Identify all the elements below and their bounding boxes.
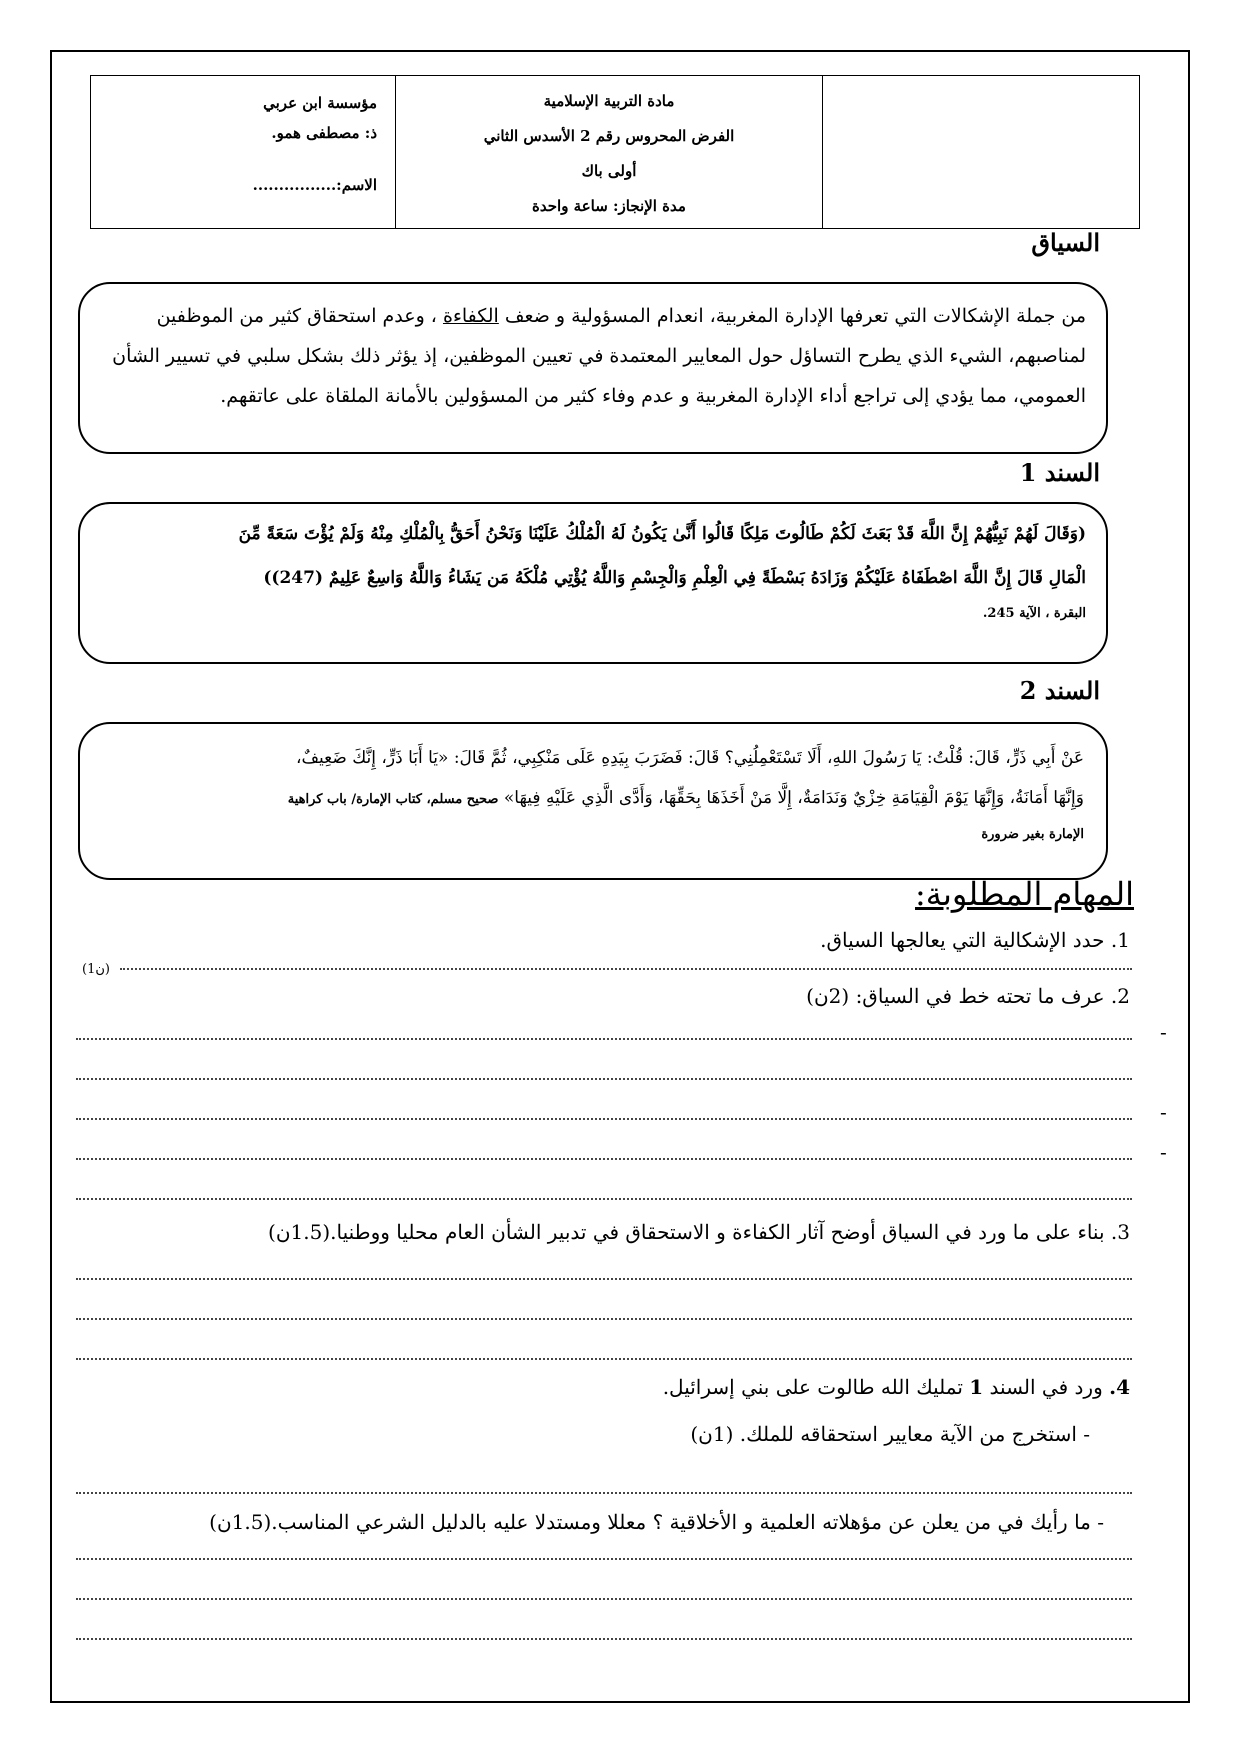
answer-line-q1[interactable]: [120, 968, 1132, 970]
doc2-box: [78, 722, 1108, 880]
duration: مدة الإنجاز: ساعة واحدة: [532, 197, 686, 215]
hadith-line-2-text: وَإِنَّهَا أَمَانَةُ، وَإِنَّهَا يَوْمَ الْقِيَامَةِ خِزْيٌ وَنَدَامَةٌ، إِلَّا مَنْ أَخَذَهَا بِحَقِّهَا، وَأَدَّى الَّذِي عَلَيْهِ فِيهَا»: [503, 788, 1084, 808]
level: أولى باك: [581, 162, 637, 180]
dash-marker-3: -: [1160, 1140, 1167, 1164]
exam-title: الفرض المحروس رقم 2 الأسدس الثاني: [483, 127, 735, 145]
context-line-1-end: ، وعدم استحقاق كثير من الموظفين: [156, 305, 437, 327]
question-4a: - استخرج من الآية معايير استحقاقه للملك. (1ن): [690, 1422, 1090, 1446]
hadith-source: صحيح مسلم، كتاب الإمارة/ باب كراهية: [287, 792, 499, 807]
verse-line-2: الْمَالِ قَالَ إِنَّ اللَّهَ اصْطَفَاهُ عَلَيْكُمْ وَزَادَهُ بَسْطَةً فِي الْعِلْمِ وَالْجِسْمِ وَاللَّهُ يُؤْتِي مُلْكَهُ مَن يَشَاءُ وَاللَّهُ وَاسِعٌ عَلِيمٌ (247)): [263, 568, 1086, 588]
header-school-cell: [91, 76, 396, 229]
answer-line-q4b-3[interactable]: [76, 1638, 1132, 1640]
context-line-1-text: من جملة الإشكالات التي تعرفها الإدارة المغربية، انعدام المسؤولية و ضعف: [504, 305, 1086, 327]
context-title: السياق: [1031, 228, 1100, 257]
answer-line-q4b-1[interactable]: [76, 1558, 1132, 1560]
answer-line-q2-2[interactable]: [76, 1078, 1132, 1080]
question-4b: - ما رأيك في من يعلن عن مؤهلاته العلمية و الأخلاقية ؟ معللا ومستدلا عليه بالدليل الشرعي المناسب.(1.5ن): [209, 1510, 1104, 1534]
context-line-2: لمناصبهم، الشيء الذي يطرح التساؤل حول المعايير المعتمدة في تعيين الموظفين، إذ يؤثر ذلك بشكل سلبي في تسيير الشأن: [112, 345, 1086, 367]
header-empty-cell: [823, 76, 1140, 229]
context-box: [78, 282, 1108, 454]
q4-number: 4.: [1109, 1375, 1130, 1399]
hadith-line-2: [100, 778, 1084, 820]
answer-line-q4a[interactable]: [76, 1492, 1132, 1494]
answer-line-q2-3[interactable]: [76, 1118, 1132, 1120]
q4-doc-number: 1: [969, 1375, 984, 1399]
student-name-field[interactable]: الاسم:................: [252, 176, 377, 194]
answer-line-q4b-2[interactable]: [76, 1598, 1132, 1600]
answer-line-q3-1[interactable]: [76, 1278, 1132, 1280]
subject: مادة التربية الإسلامية: [543, 92, 675, 110]
answer-line-q3-2[interactable]: [76, 1318, 1132, 1320]
question-3: 3. بناء على ما ورد في السياق أوضح آثار الكفاءة و الاستحقاق في تدبير الشأن العام محليا ووطنيا.(1.5ن): [268, 1220, 1130, 1244]
dash-marker-2: -: [1160, 1100, 1167, 1124]
verse-reference: البقرة ، الآية 245.: [982, 606, 1086, 621]
hadith-line-1: عَنْ أَبِي ذَرٍّ، قَالَ: قُلْتُ: يَا رَسُولَ اللهِ، أَلَا تَسْتَعْمِلُنِي؟ قَالَ: فَضَرَبَ بِيَدِهِ عَلَى مَنْكِبِي، ثُمَّ قَالَ: «يَا أَبَا ذَرٍّ، إِنَّكَ ضَعِيفٌ،: [295, 748, 1084, 768]
doc2-title: السند 2: [1019, 676, 1100, 705]
doc1-title: السند 1: [1019, 458, 1100, 487]
doc1-box: [78, 502, 1108, 664]
question-2: 2. عرف ما تحته خط في السياق: (2ن): [806, 984, 1130, 1008]
answer-line-q2-4[interactable]: [76, 1158, 1132, 1160]
header-exam-cell: [396, 76, 823, 229]
teacher-name: ذ: مصطفى همو.: [271, 124, 377, 142]
q1-mark: (1ن): [82, 962, 110, 977]
underlined-term: الكفاءة: [442, 305, 499, 327]
dash-marker-1: -: [1160, 1020, 1167, 1044]
q4-text: ورد في السند: [989, 1375, 1103, 1399]
answer-line-q2-1[interactable]: [76, 1038, 1132, 1040]
context-line-3: العمومي، مما يؤدي إلى تراجع أداء الإدارة المغربية و عدم وفاء كثير من المسؤولين بالأمانة الملقاة على عاتقهم.: [220, 385, 1086, 407]
school-name: مؤسسة ابن عربي: [263, 94, 377, 112]
hadith-source-2: الإمارة بغير ضرورة: [981, 827, 1084, 842]
verse-line-1: (وَقَالَ لَهُمْ نَبِيُّهُمْ إِنَّ اللَّهَ قَدْ بَعَثَ لَكُمْ طَالُوتَ مَلِكًا قَالُوا أَنَّىٰ يَكُونُ لَهُ الْمُلْكُ عَلَيْنَا وَنَحْنُ أَحَقُّ بِالْمُلْكِ مِنْهُ وَلَمْ يُؤْتَ سَعَةً مِّنَ: [238, 524, 1086, 544]
q4-text-end: تمليك الله طالوت على بني إسرائيل.: [662, 1375, 963, 1399]
answer-line-q2-5[interactable]: [76, 1198, 1132, 1200]
question-4: [663, 1375, 1130, 1399]
header-table: [90, 75, 1140, 229]
answer-line-q3-3[interactable]: [76, 1358, 1132, 1360]
tasks-title: المهام المطلوبة:: [915, 875, 1134, 913]
context-line-1: [102, 296, 1086, 336]
question-1: 1. حدد الإشكالية التي يعالجها السياق.: [820, 928, 1130, 952]
